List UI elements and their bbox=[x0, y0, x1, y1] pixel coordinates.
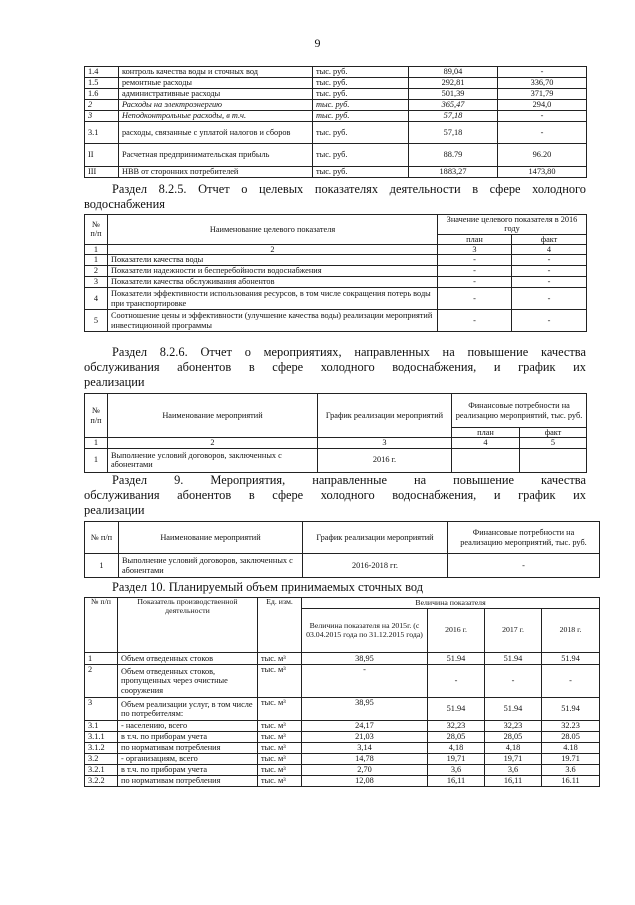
table-row bbox=[85, 665, 600, 698]
row-name: Выполнение условий договоров, заключенных с абонентами bbox=[108, 448, 318, 472]
col-header: 2017 г. bbox=[485, 609, 542, 653]
row-value-2016: 32,23 bbox=[428, 721, 485, 732]
row-name: контроль качества воды и сточных вод bbox=[119, 67, 313, 78]
col-header: Наименование целевого показателя bbox=[108, 215, 438, 245]
index-cell: 4 bbox=[452, 438, 520, 448]
row-value-2015: 24,17 bbox=[302, 721, 428, 732]
col-header: № п/п bbox=[85, 215, 108, 245]
row-value-2016: 51.94 bbox=[428, 698, 485, 721]
index-cell: 2 bbox=[108, 438, 318, 448]
page-number: 9 bbox=[314, 36, 321, 50]
row-name: Неподконтрольные расходы, в т.ч. bbox=[119, 111, 313, 122]
measures-plan-table bbox=[84, 521, 600, 578]
row-value-plan: 57,18 bbox=[409, 111, 498, 122]
row-value-plan: 89,04 bbox=[409, 67, 498, 78]
row-name: - организациям, всего bbox=[118, 754, 258, 765]
wastewater-volume-table bbox=[84, 597, 600, 787]
row-value-plan: 292,81 bbox=[409, 78, 498, 89]
row-name: Показатели качества воды bbox=[108, 255, 438, 266]
section-heading: Раздел 8.2.6. Отчет о мероприятиях, направленных на повышение качества обслуживания абонентов в сфере холодного водоснабжения, и график их реализации bbox=[84, 345, 586, 389]
measures-report-table bbox=[84, 393, 587, 473]
index-cell: 2 bbox=[108, 244, 438, 254]
table-row bbox=[85, 167, 587, 178]
row-name: Показатели надежности и бесперебойности водоснабжения bbox=[108, 266, 438, 277]
table-row bbox=[85, 67, 587, 78]
row-name: Объем отведенных стоков, пропущенных через очистные сооружения bbox=[118, 665, 258, 698]
row-value-2015: 14,78 bbox=[302, 754, 428, 765]
row-value-2015: 3,14 bbox=[302, 743, 428, 754]
row-finance: - bbox=[448, 554, 600, 578]
index-cell: 5 bbox=[520, 438, 587, 448]
row-number: 1.4 bbox=[85, 67, 119, 78]
row-fact bbox=[520, 448, 587, 472]
row-name: Показатели качества обслуживания абонентов bbox=[108, 277, 438, 288]
row-name: - населению, всего bbox=[118, 721, 258, 732]
index-cell: 4 bbox=[512, 244, 587, 254]
row-name: ремонтные расходы bbox=[119, 78, 313, 89]
row-value-2016: 28,05 bbox=[428, 732, 485, 743]
row-number: 5 bbox=[85, 310, 108, 332]
row-value-2016: 19,71 bbox=[428, 754, 485, 765]
row-value-2017: 4,18 bbox=[485, 743, 542, 754]
index-cell: 1 bbox=[85, 438, 108, 448]
table-row bbox=[85, 776, 600, 787]
row-unit: тыс. м³ bbox=[258, 721, 302, 732]
row-value-2015: 38,95 bbox=[302, 698, 428, 721]
row-plan: - bbox=[438, 310, 512, 332]
row-value-plan: 57,18 bbox=[409, 122, 498, 144]
row-unit: тыс. руб. bbox=[313, 67, 409, 78]
row-number: 1 bbox=[85, 255, 108, 266]
row-schedule: 2016-2018 гг. bbox=[303, 554, 448, 578]
row-unit: тыс. м³ bbox=[258, 653, 302, 665]
row-value-fact: 294,0 bbox=[498, 100, 587, 111]
col-header: Наименование мероприятий bbox=[108, 394, 318, 438]
section-heading: Раздел 10. Планируемый объем принимаемых сточных вод bbox=[112, 580, 424, 594]
col-header: факт bbox=[512, 234, 587, 244]
row-unit: тыс. руб. bbox=[313, 78, 409, 89]
row-value-2015: - bbox=[302, 665, 428, 698]
row-unit: тыс. руб. bbox=[313, 100, 409, 111]
row-name: Объем реализации услуг, в том числе по потребителям: bbox=[118, 698, 258, 721]
row-value-2018: 32.23 bbox=[542, 721, 600, 732]
row-number: 1.5 bbox=[85, 78, 119, 89]
row-plan: - bbox=[438, 266, 512, 277]
row-number: II bbox=[85, 144, 119, 167]
row-value-2016: 3,6 bbox=[428, 765, 485, 776]
table-row bbox=[85, 111, 587, 122]
row-fact: - bbox=[512, 277, 587, 288]
row-unit: тыс. м³ bbox=[258, 665, 302, 698]
row-value-fact: 96.20 bbox=[498, 144, 587, 167]
section-heading: Раздел 8.2.5. Отчет о целевых показателях деятельности в сфере холодного водоснабжения bbox=[84, 182, 586, 211]
row-value-2018: 16.11 bbox=[542, 776, 600, 787]
row-schedule: 2016 г. bbox=[318, 448, 452, 472]
row-plan: - bbox=[438, 255, 512, 266]
row-value-2016: - bbox=[428, 665, 485, 698]
row-number: 3 bbox=[85, 111, 119, 122]
row-value-2015: 21,03 bbox=[302, 732, 428, 743]
col-header: Величина показателя на 2015г. (с 03.04.2015 года по 31.12.2015 года) bbox=[302, 609, 428, 653]
table-row bbox=[85, 78, 587, 89]
row-name: в т.ч. по приборам учета bbox=[118, 765, 258, 776]
cost-table bbox=[84, 66, 587, 178]
row-value-2015: 12,08 bbox=[302, 776, 428, 787]
row-name: Расходы на электроэнергию bbox=[119, 100, 313, 111]
row-unit: тыс. м³ bbox=[258, 765, 302, 776]
col-header: Значение целевого показателя в 2016 году bbox=[438, 215, 587, 235]
row-name: НВВ от сторонних потребителей bbox=[119, 167, 313, 178]
table-row bbox=[85, 698, 600, 721]
row-value-2017: 19,71 bbox=[485, 754, 542, 765]
index-cell: 3 bbox=[438, 244, 512, 254]
row-plan: - bbox=[438, 288, 512, 310]
index-cell: 1 bbox=[85, 244, 108, 254]
table-row bbox=[85, 122, 587, 144]
col-header: Финансовые потребности на реализацию мероприятий, тыс. руб. bbox=[448, 522, 600, 554]
table-row bbox=[85, 721, 600, 732]
table-row bbox=[85, 277, 587, 288]
row-value-plan: 88.79 bbox=[409, 144, 498, 167]
row-value-fact: 1473,80 bbox=[498, 167, 587, 178]
row-value-2016: 51.94 bbox=[428, 653, 485, 665]
row-value-2018: 3.6 bbox=[542, 765, 600, 776]
row-unit: тыс. м³ bbox=[258, 743, 302, 754]
row-name: по нормативам потребления bbox=[118, 743, 258, 754]
row-value-2017: 3,6 bbox=[485, 765, 542, 776]
row-number: 2 bbox=[85, 100, 119, 111]
section-heading: Раздел 9. Мероприятия, направленные на повышение качества обслуживания абонентов в сфере холодного водоснабжения, и график их реализации bbox=[84, 473, 586, 517]
row-unit: тыс. м³ bbox=[258, 732, 302, 743]
col-header: № п/п bbox=[85, 598, 118, 653]
table-row bbox=[85, 310, 587, 332]
col-header: Показатель производственной деятельности bbox=[118, 598, 258, 653]
row-number: 3.1 bbox=[85, 122, 119, 144]
row-unit: тыс. руб. bbox=[313, 122, 409, 144]
col-header: 2016 г. bbox=[428, 609, 485, 653]
row-number: 1.6 bbox=[85, 89, 119, 100]
row-unit: тыс. м³ bbox=[258, 754, 302, 765]
row-number: 3.2.2 bbox=[85, 776, 118, 787]
col-header: Ед. изм. bbox=[258, 598, 302, 653]
row-number: 4 bbox=[85, 288, 108, 310]
row-value-2017: 28,05 bbox=[485, 732, 542, 743]
table-row bbox=[85, 288, 587, 310]
row-number: 3.1.2 bbox=[85, 743, 118, 754]
row-number: 3.1.1 bbox=[85, 732, 118, 743]
row-name: административные расходы bbox=[119, 89, 313, 100]
target-indicators-table bbox=[84, 214, 587, 332]
index-cell: 3 bbox=[318, 438, 452, 448]
table-row bbox=[85, 448, 587, 472]
row-value-2018: 28.05 bbox=[542, 732, 600, 743]
col-header: Наименование мероприятий bbox=[119, 522, 303, 554]
row-unit: тыс. руб. bbox=[313, 144, 409, 167]
row-name: Расчетная предпринимательская прибыль bbox=[119, 144, 313, 167]
col-header: факт bbox=[520, 428, 587, 438]
col-header: № п/п bbox=[85, 394, 108, 438]
row-value-fact: 371,79 bbox=[498, 89, 587, 100]
row-number: III bbox=[85, 167, 119, 178]
row-value-fact: 336,70 bbox=[498, 78, 587, 89]
row-value-plan: 365,47 bbox=[409, 100, 498, 111]
row-name: Соотношение цены и эффективности (улучшение качества воды) реализации мероприятий инвестиционной программы bbox=[108, 310, 438, 332]
row-name: Выполнение условий договоров, заключенных с абонентами bbox=[119, 554, 303, 578]
row-number: 2 bbox=[85, 665, 118, 698]
col-header: График реализации мероприятий bbox=[303, 522, 448, 554]
col-header: Финансовые потребности на реализацию мероприятий, тыс. руб. bbox=[452, 394, 587, 428]
row-value-2018: 51.94 bbox=[542, 653, 600, 665]
row-number: 3 bbox=[85, 277, 108, 288]
row-number: 1 bbox=[85, 448, 108, 472]
table-row bbox=[85, 100, 587, 111]
table-row bbox=[85, 653, 600, 665]
row-fact: - bbox=[512, 288, 587, 310]
row-value-2017: 51.94 bbox=[485, 698, 542, 721]
row-name: в т.ч. по приборам учета bbox=[118, 732, 258, 743]
table-row bbox=[85, 765, 600, 776]
row-value-2015: 2,70 bbox=[302, 765, 428, 776]
col-header: план bbox=[438, 234, 512, 244]
row-fact: - bbox=[512, 255, 587, 266]
row-value-2016: 4,18 bbox=[428, 743, 485, 754]
col-header: График реализации мероприятий bbox=[318, 394, 452, 438]
row-number: 1 bbox=[85, 653, 118, 665]
table-row bbox=[85, 732, 600, 743]
col-header: 2018 г. bbox=[542, 609, 600, 653]
row-unit: тыс. руб. bbox=[313, 111, 409, 122]
row-value-2015: 38,95 bbox=[302, 653, 428, 665]
table-row bbox=[85, 255, 587, 266]
row-number: 1 bbox=[85, 554, 119, 578]
table-row bbox=[85, 144, 587, 167]
row-value-plan: 1883,27 bbox=[409, 167, 498, 178]
row-value-fact: - bbox=[498, 67, 587, 78]
row-name: Показатели эффективности использования ресурсов, в том числе сокращения потерь воды при транспортировке bbox=[108, 288, 438, 310]
row-value-2017: - bbox=[485, 665, 542, 698]
row-unit: тыс. м³ bbox=[258, 698, 302, 721]
row-name: расходы, связанные с уплатой налогов и сборов bbox=[119, 122, 313, 144]
table-row bbox=[85, 554, 600, 578]
row-value-plan: 501,39 bbox=[409, 89, 498, 100]
table-row bbox=[85, 266, 587, 277]
row-value-2017: 16,11 bbox=[485, 776, 542, 787]
col-header: № п/п bbox=[85, 522, 119, 554]
row-name: Объем отведенных стоков bbox=[118, 653, 258, 665]
row-plan: - bbox=[438, 277, 512, 288]
row-value-2018: 51.94 bbox=[542, 698, 600, 721]
row-value-2018: 4.18 bbox=[542, 743, 600, 754]
index-row bbox=[85, 244, 587, 254]
row-unit: тыс. м³ bbox=[258, 776, 302, 787]
row-name: по нормативам потребления bbox=[118, 776, 258, 787]
row-value-2018: 19.71 bbox=[542, 754, 600, 765]
row-value-2017: 51.94 bbox=[485, 653, 542, 665]
row-value-2017: 32,23 bbox=[485, 721, 542, 732]
row-plan bbox=[452, 448, 520, 472]
row-number: 3 bbox=[85, 698, 118, 721]
col-header: Величина показателя bbox=[302, 598, 600, 609]
table-row bbox=[85, 743, 600, 754]
row-number: 3.2.1 bbox=[85, 765, 118, 776]
row-value-2016: 16,11 bbox=[428, 776, 485, 787]
index-row bbox=[85, 438, 587, 448]
row-number: 2 bbox=[85, 266, 108, 277]
row-unit: тыс. руб. bbox=[313, 89, 409, 100]
row-fact: - bbox=[512, 310, 587, 332]
row-fact: - bbox=[512, 266, 587, 277]
row-value-fact: - bbox=[498, 111, 587, 122]
row-unit: тыс. руб. bbox=[313, 167, 409, 178]
table-row bbox=[85, 754, 600, 765]
row-number: 3.2 bbox=[85, 754, 118, 765]
row-number: 3.1 bbox=[85, 721, 118, 732]
col-header: план bbox=[452, 428, 520, 438]
row-value-2018: - bbox=[542, 665, 600, 698]
table-row bbox=[85, 89, 587, 100]
row-value-fact: - bbox=[498, 122, 587, 144]
